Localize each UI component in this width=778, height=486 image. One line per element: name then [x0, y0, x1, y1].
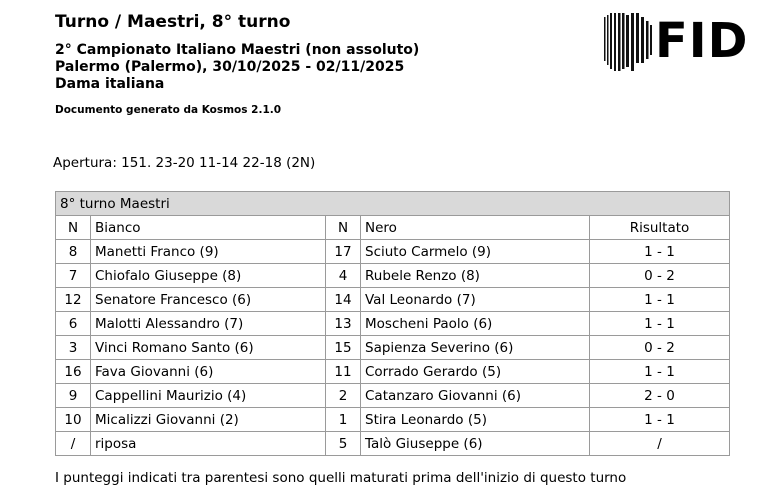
white-number: 3 [56, 336, 91, 360]
event-info [55, 42, 419, 93]
generated-by: Documento generato da Kosmos 2.1.0 [55, 104, 282, 116]
white-player: riposa [91, 432, 326, 456]
table-header-row [56, 216, 730, 240]
white-number: 12 [56, 288, 91, 312]
white-player: Senatore Francesco (6) [91, 288, 326, 312]
table-row [56, 336, 730, 360]
white-number: 16 [56, 360, 91, 384]
result: 1 - 1 [590, 360, 730, 384]
black-player: Talò Giuseppe (6) [361, 432, 590, 456]
header-black: Nero [361, 216, 590, 240]
header-n-black: N [326, 216, 361, 240]
game-type: Dama italiana [55, 76, 165, 92]
pairings-table [55, 191, 730, 456]
fid-logo-text: FID [655, 13, 749, 69]
result: 1 - 1 [590, 408, 730, 432]
table-row [56, 432, 730, 456]
table-row [56, 384, 730, 408]
result: 0 - 2 [590, 336, 730, 360]
white-player: Cappellini Maurizio (4) [91, 384, 326, 408]
white-number: 7 [56, 264, 91, 288]
black-player: Stira Leonardo (5) [361, 408, 590, 432]
header-white: Bianco [91, 216, 326, 240]
table-row [56, 312, 730, 336]
opening-line: Apertura: 151. 23-20 11-14 22-18 (2N) [53, 155, 316, 171]
white-number: 8 [56, 240, 91, 264]
result: 1 - 1 [590, 312, 730, 336]
white-player: Vinci Romano Santo (6) [91, 336, 326, 360]
white-number: 6 [56, 312, 91, 336]
black-number: 1 [326, 408, 361, 432]
black-number: 13 [326, 312, 361, 336]
result: 2 - 0 [590, 384, 730, 408]
result: 1 - 1 [590, 288, 730, 312]
black-number: 5 [326, 432, 361, 456]
table-caption: 8° turno Maestri [56, 192, 730, 216]
black-player: Sapienza Severino (6) [361, 336, 590, 360]
result: / [590, 432, 730, 456]
page-title: Turno / Maestri, 8° turno [55, 12, 291, 32]
championship-name: 2° Campionato Italiano Maestri (non assoluto) [55, 42, 420, 58]
white-number: 10 [56, 408, 91, 432]
table-row [56, 408, 730, 432]
white-number: 9 [56, 384, 91, 408]
table-caption-row [56, 192, 730, 216]
table-row [56, 288, 730, 312]
location-dates: Palermo (Palermo), 30/10/2025 - 02/11/2025 [55, 59, 405, 75]
white-number: / [56, 432, 91, 456]
black-player: Sciuto Carmelo (9) [361, 240, 590, 264]
black-number: 15 [326, 336, 361, 360]
black-player: Val Leonardo (7) [361, 288, 590, 312]
black-number: 17 [326, 240, 361, 264]
white-player: Micalizzi Giovanni (2) [91, 408, 326, 432]
header-result: Risultato [590, 216, 730, 240]
black-number: 4 [326, 264, 361, 288]
black-number: 11 [326, 360, 361, 384]
white-player: Chiofalo Giuseppe (8) [91, 264, 326, 288]
white-player: Malotti Alessandro (7) [91, 312, 326, 336]
black-player: Moscheni Paolo (6) [361, 312, 590, 336]
black-player: Corrado Gerardo (5) [361, 360, 590, 384]
black-player: Rubele Renzo (8) [361, 264, 590, 288]
black-number: 14 [326, 288, 361, 312]
black-number: 2 [326, 384, 361, 408]
white-player: Manetti Franco (9) [91, 240, 326, 264]
black-player: Catanzaro Giovanni (6) [361, 384, 590, 408]
header-n-white: N [56, 216, 91, 240]
footnote: I punteggi indicati tra parentesi sono quelli maturati prima dell'inizio di questo turno [55, 470, 627, 486]
result: 0 - 2 [590, 264, 730, 288]
table-row [56, 240, 730, 264]
result: 1 - 1 [590, 240, 730, 264]
table-row [56, 360, 730, 384]
white-player: Fava Giovanni (6) [91, 360, 326, 384]
table-row [56, 264, 730, 288]
